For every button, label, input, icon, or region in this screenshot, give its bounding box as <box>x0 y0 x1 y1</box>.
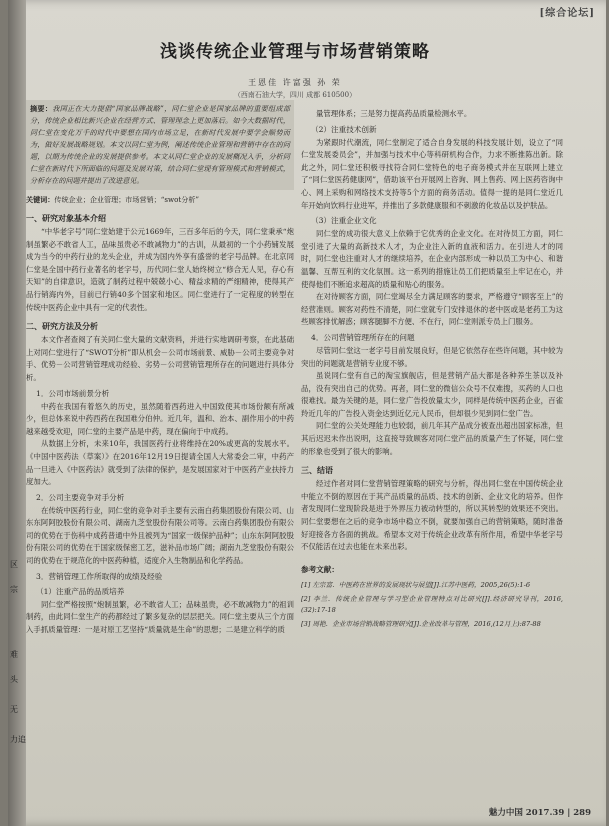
section-heading: 4．公司营销管理所存在的问题 <box>311 332 415 342</box>
keywords-label: 关键词： <box>26 195 55 204</box>
paragraph: 从数据上分析，未来10年，我国医药行业将维持在20%或更高的发展水平。《中国中医药法（草案）》在2016年12月19日提请全国人大常委会二审，中药产品一旦进入《中医药法》就受到了法律的保护，是发展国家对于中医药产业扶持力度加大。 <box>26 439 294 487</box>
page-footer: 魅力中国 2017.39 | 289 <box>488 808 591 818</box>
paragraph: 虽说同仁堂有自己的淘宝旗舰店，但是营销产品大都是各种养生茶以及补品，没有突出自己的优势。再者，同仁堂的微信公众号不仅难搜，买药的人口也很难找。最为关键的是，同仁堂广告投放量太少，同样是传统中医药企业，百雀羚近几年的广告投入资金达到近亿元人民币，但却很少见到同仁堂广告。 <box>301 371 563 418</box>
margin-fragment: 力追 <box>10 735 26 744</box>
article-title: 浅谈传统企业管理与市场营销策略 <box>160 42 430 62</box>
section-heading: 二、研究方法及分析 <box>26 321 98 332</box>
paragraph: 中药在我国有着悠久的历史，虽然随着西药进入中国致使其市场份额有所减少，但总体来说中药西药在我国难分伯仲。近几年，温和、治本、副作用小的中药越来越受欢迎，同仁堂的主要产品是中药，现在偏向于中成药。 <box>26 401 294 436</box>
paragraph: 同仁堂严格按照“炮制虽繁，必不敢省人工；品味虽贵，必不敢减物力”的祖训制药，由此同仁堂生产的药都经过了繁多复杂的层层把关。同仁堂主要从三个方面入手抓质量管理：一是对原工艺坚持“质量就是生命”的思想；二是建立科学的质 <box>26 599 294 634</box>
paragraph: 同仁堂的成功很大意义上依赖于它优秀的企业文化。在对待员工方面，同仁堂引进了大量的高新技术人才，为企业注入新的血液和活力。在引进人才的同时，同仁堂也注重对人才的继续培养，在企业内部形成一种以员工为中心、和谐温馨、互帮互利的文化氛围。这一系列的措施让员工们把质量至上牢记在心，并使得他们不断追求超高的质量和贴心的服务。 <box>301 229 563 289</box>
margin-fragment: 宗 <box>10 585 18 594</box>
left-body <box>26 212 294 636</box>
margin-fragment: 无 <box>10 705 18 714</box>
section-heading: 一、研究对象基本介绍 <box>26 213 106 223</box>
paragraph: 为紧跟时代潮流，同仁堂制定了适合自身发展的科技发展计划，设立了“同仁堂发展委员会”，并加强与技术中心等科研机构合作，力求不断推陈出新。除此之外，同仁堂还积极寻找符合同仁堂特色的电子商务模式并在互联网上建立了“同仁堂医药健康网”，借助该平台开展网上咨询、网上售药、网上医药咨询中心、网上采购和网络技术支持等5个方面的商务活动。值得一提的是同仁堂近几年开始向饮料行业进军，并推出了多款健康服和不刺激的化妆品以及护肤品。 <box>301 137 563 210</box>
paragraph: 在传统中医药行业，同仁堂的竞争对手主要有云南白药集团股份有限公司、山东东阿阿胶股份有限公司、湖南九芝堂股份有限公司等。云南白药集团股份有限公司的优势在于伤科中成药普通中外且被列为“国家一级保护品种”；山东东阿阿胶股份有限公司的优势在于国家级保密工艺，滋补品市场广阔；湖南九芝堂股份有限公司的优势在于规范化的中医药种植，适度介入生物制品和化学药品。 <box>26 505 294 566</box>
paragraph: 本文作者查阅了有关同仁堂大量的文献资料，并进行实地调研考察，在此基础上对同仁堂进行了“SWOT分析”即从机会－公司市场前景、威胁－公司主要竞争对手、优势－公司营销管理成功经验、劣势－公司营销管理所存在的问题进行具体分析。 <box>26 335 294 382</box>
paragraph: 在对待顾客方面，同仁堂竭尽全力满足顾客的要求，严格遵守“顾客至上”的经营准则。顾客对药性不清楚，同仁堂就专门安排退休的老中医或是老药工为这些顾客排忧解惑；顾客腿脚不方便、不在行，同仁堂则派专员上门服务。 <box>301 292 563 327</box>
abstract-box <box>26 100 294 190</box>
right-column <box>301 108 563 633</box>
paragraph: 量管理体系；三是努力提高药品质量检测水平。 <box>316 109 472 118</box>
margin-fragment: 区 <box>10 560 18 569</box>
abstract-label: 摘要： <box>30 104 53 113</box>
adjacent-page-edge <box>8 0 26 826</box>
reference-item: [1] 左宗富．中医药在世界的发展现状与展望[J].江苏中医药，2005,26(5):1-6 <box>301 581 531 590</box>
right-body <box>301 108 563 554</box>
references-list <box>301 580 563 630</box>
section-tag: [综合论坛] <box>539 8 595 19</box>
reference-item: [3] 周艳．企业市场营销战略管理研究[J].企业改革与管理，2016,(12月上):87-88 <box>301 620 541 629</box>
keywords <box>26 194 294 206</box>
margin-fragment: 难 <box>10 650 18 659</box>
section-heading: （2）注重技术创新 <box>311 124 377 134</box>
keywords-text: 传统企业；企业管理；市场营销；“swot分析” <box>54 195 200 204</box>
margin-fragment: 头 <box>10 675 18 684</box>
section-heading: （3）注重企业文化 <box>311 216 377 226</box>
left-column <box>26 100 294 636</box>
section-heading: （1）注重产品的品质培养 <box>36 586 125 596</box>
author-affiliation: （西南石油大学，四川 成都 610500） <box>233 91 357 99</box>
paragraph: 同仁堂的公关处理能力也较弱，前几年其产品成分被查出超出国家标准，但其后迟迟未作出说明，这直接导致顾客对同仁堂产品的质量产生了怀疑，同仁堂的形象也受到了很大的影响。 <box>301 421 563 456</box>
paragraph: 经过作者对同仁堂营销管理策略的研究与分析，得出同仁堂在中国传统企业中能立不倒的原因在于其产品质量的品质、技术的创新、企业文化的培养。但作者发现同仁堂现阶段是进于外界压力被动转型的，所以其转型的效果还不突出。同仁堂要想在之后的竞争市场中稳立不倒，就要加强自己的营销策略，随时准备好迎接各方各面的挑战。希望本文对于传统企业改革有所作用，希望中华老字号不仅能活在过去也能在未来出彩。 <box>301 479 563 552</box>
section-heading: 三、结语 <box>301 465 333 476</box>
reference-item: [2] 李兰．传统企业管理与学习型企业管理特点对比研究[J].经济研究导刊，2016,(32):17-18 <box>301 595 563 615</box>
section-heading: 1．公司市场前景分析 <box>36 388 110 398</box>
references-heading: 参考文献： <box>301 564 339 574</box>
abstract-text: 我国正在大力提倡“国家品牌战略”，同仁堂企业是国家品牌的重要组成部分，传统企业相比新兴企业在经营方式、管理理念上更加落后。如今大数据时代，同仁堂在变化万千的时代中要想在国内市场立足，在新时代发展中要学会顺势而为，做好发展战略规划。本文以同仁堂为例，阐述传统企业管理和营销中存在的问题，以期为传统企业的发展提供参考。本文从同仁堂企业的发展概况入手，分析同仁堂在新时代下所面临的问题及发展对策，结合同仁堂现有管理模式和营销模式，分析存在的问题并提出了改进意见。 <box>30 104 290 185</box>
paragraph: “中华老字号”同仁堂始建于公元1669年，三百多年后的今天，同仁堂秉承“炮制虽繁必不敢省人工，品味虽贵必不敢减物力”的古训，从最初的一个小药铺发展成为当今的中药行业的龙头企业，并成为国内外享有盛誉的老字号品牌。在北京同仁堂是全国中药行业著名的老字号，历代同仁堂人始终树立“修合无人见，存心有天知”的自律意识，造就了制药过程中兢兢小心、精益求精的严细精神，使得其产品行销海内外，目前已行销40多个国家和地区。同仁堂进行了一定程度的转型在传统中医药企业中具有一定的代表性。 <box>26 227 294 312</box>
section-heading: 3．营销管理工作所取得的成绩及经验 <box>36 571 163 581</box>
section-heading: 2．公司主要竞争对手分析 <box>36 492 125 502</box>
article-authors: 王恩佳 许富强 孙 荣 <box>248 78 342 87</box>
paragraph: 尽管同仁堂这一老字号目前发展良好，但是它依然存在些许问题，其中较为突出的问题就是营销专业度不够。 <box>301 345 563 368</box>
